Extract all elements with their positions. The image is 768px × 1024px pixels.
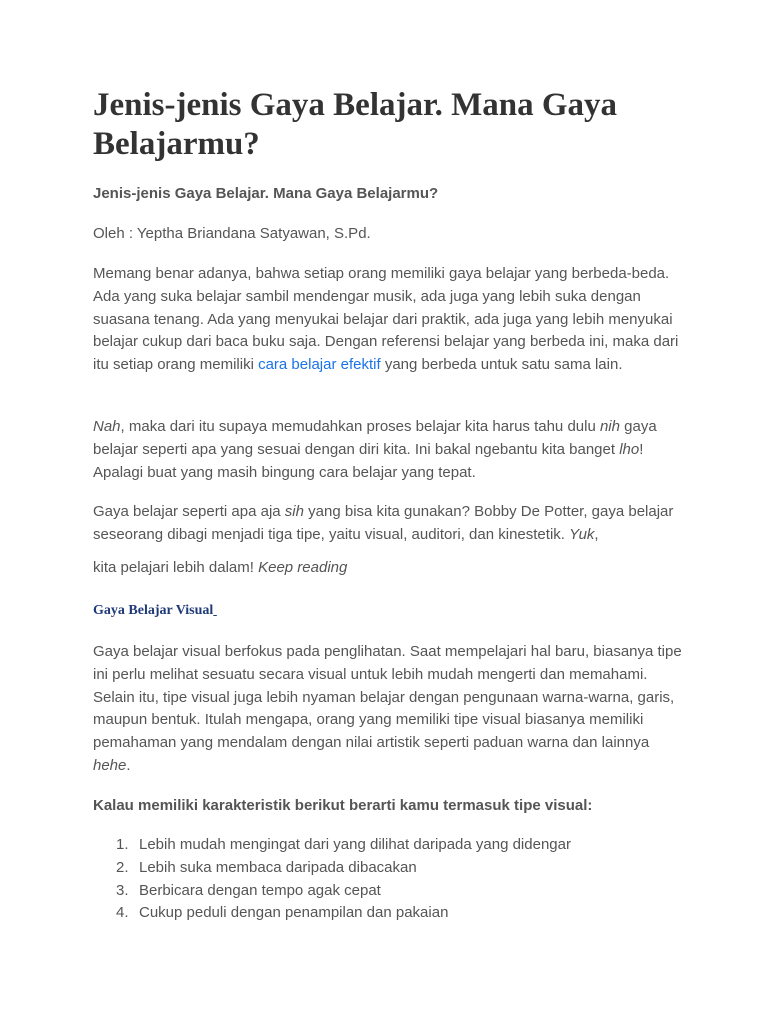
paragraph-gaya-belajar xyxy=(93,501,683,547)
italic-text: Keep reading xyxy=(258,559,348,576)
list-item xyxy=(93,880,683,903)
paragraph-text: gaya belajar seperti apa yang sesuai dengan diri kita. Ini bakal ngebantu kita banget xyxy=(93,418,657,458)
heading-underline-mark xyxy=(213,603,217,618)
paragraph-text: Gaya belajar seperti apa aja xyxy=(93,503,285,520)
article-title: Jenis-jenis Gaya Belajar. Mana Gaya Belajarmu? xyxy=(93,87,618,162)
list-number: 3. xyxy=(116,881,129,899)
list-number: 2. xyxy=(116,858,129,876)
list-number: 1. xyxy=(116,836,129,853)
paragraph-text: yang bisa kita gunakan? Bobby De Potter, gaya belajar seseorang dibagi menjadi tiga tipe, yaitu visual, auditori, dan kinestetik. xyxy=(93,503,674,543)
cara-belajar-efektif-link[interactable]: cara belajar efektif xyxy=(258,356,381,374)
paragraph-text: ! Apalagi buat yang masih bingung cara belajar yang tepat. xyxy=(93,440,644,481)
list-number: 4. xyxy=(116,904,129,922)
paragraph-text: , maka dari itu supaya memudahkan proses belajar kita harus tahu dulu xyxy=(120,418,600,435)
list-item-text: Berbicara dengan tempo agak cepat xyxy=(139,881,381,899)
paragraph-text: kita pelajari lebih dalam! xyxy=(93,559,259,576)
list-item xyxy=(93,834,683,857)
paragraph-visual xyxy=(93,641,683,778)
italic-text: hehe xyxy=(93,756,127,774)
author-line: Oleh : Yeptha Briandana Satyawan, S.Pd. xyxy=(93,225,371,242)
paragraph-keep-reading xyxy=(93,557,683,580)
characteristics-heading: Kalau memiliki karakteristik berikut berarti kamu termasuk tipe visual: xyxy=(93,797,593,814)
list-item xyxy=(93,857,683,880)
list-item xyxy=(93,902,683,925)
list-item-text: Lebih mudah mengingat dari yang dilihat daripada yang didengar xyxy=(139,836,571,853)
paragraph-nah xyxy=(93,416,683,484)
paragraph-text: yang berbeda untuk satu sama lain. xyxy=(380,356,623,374)
article-subtitle: Jenis-jenis Gaya Belajar. Mana Gaya Belajarmu? xyxy=(93,185,439,202)
section-heading-text: Gaya Belajar Visual xyxy=(93,603,214,618)
characteristics-list xyxy=(93,834,683,925)
italic-text: nih xyxy=(599,418,620,435)
list-item-text: Cukup peduli dengan penampilan dan pakaian xyxy=(139,904,449,922)
italic-text: lho xyxy=(619,440,640,458)
section-heading-visual xyxy=(93,603,217,619)
italic-text: Yuk xyxy=(569,525,595,543)
paragraph-intro xyxy=(93,263,683,377)
paragraph-text: , xyxy=(594,525,599,543)
italic-text: sih xyxy=(284,503,304,520)
paragraph-text: Memang benar adanya, bahwa setiap orang memiliki gaya belajar yang berbeda-beda. Ada yang suka belajar sambil mendengar musik, ada juga yang lebih suka dengan suasana tenang. Ada yang menyukai belajar dari praktik, ada juga yang lebih menyukai belajar cukup dari baca buku saja. Dengan referensi belajar yang berbeda ini, maka dari itu setiap orang memiliki xyxy=(93,265,679,374)
paragraph-text: Gaya belajar visual berfokus pada penglihatan. Saat mempelajari hal baru, biasanya tipe ini perlu melihat sesuatu secara visual untuk lebih mudah mengerti dan memahami. Selain itu, tipe visual juga lebih nyaman belajar dengan pengunaan warna-warna, garis, maupun bentuk. Itulah mengapa, orang yang memiliki tipe visual biasanya memiliki pemahaman yang mendalam dengan nilai artistik seperti paduan warna dan lainnya xyxy=(93,643,682,752)
italic-text: Nah xyxy=(93,418,121,435)
list-item-text: Lebih suka membaca daripada dibacakan xyxy=(139,858,417,876)
paragraph-text: . xyxy=(126,756,131,774)
